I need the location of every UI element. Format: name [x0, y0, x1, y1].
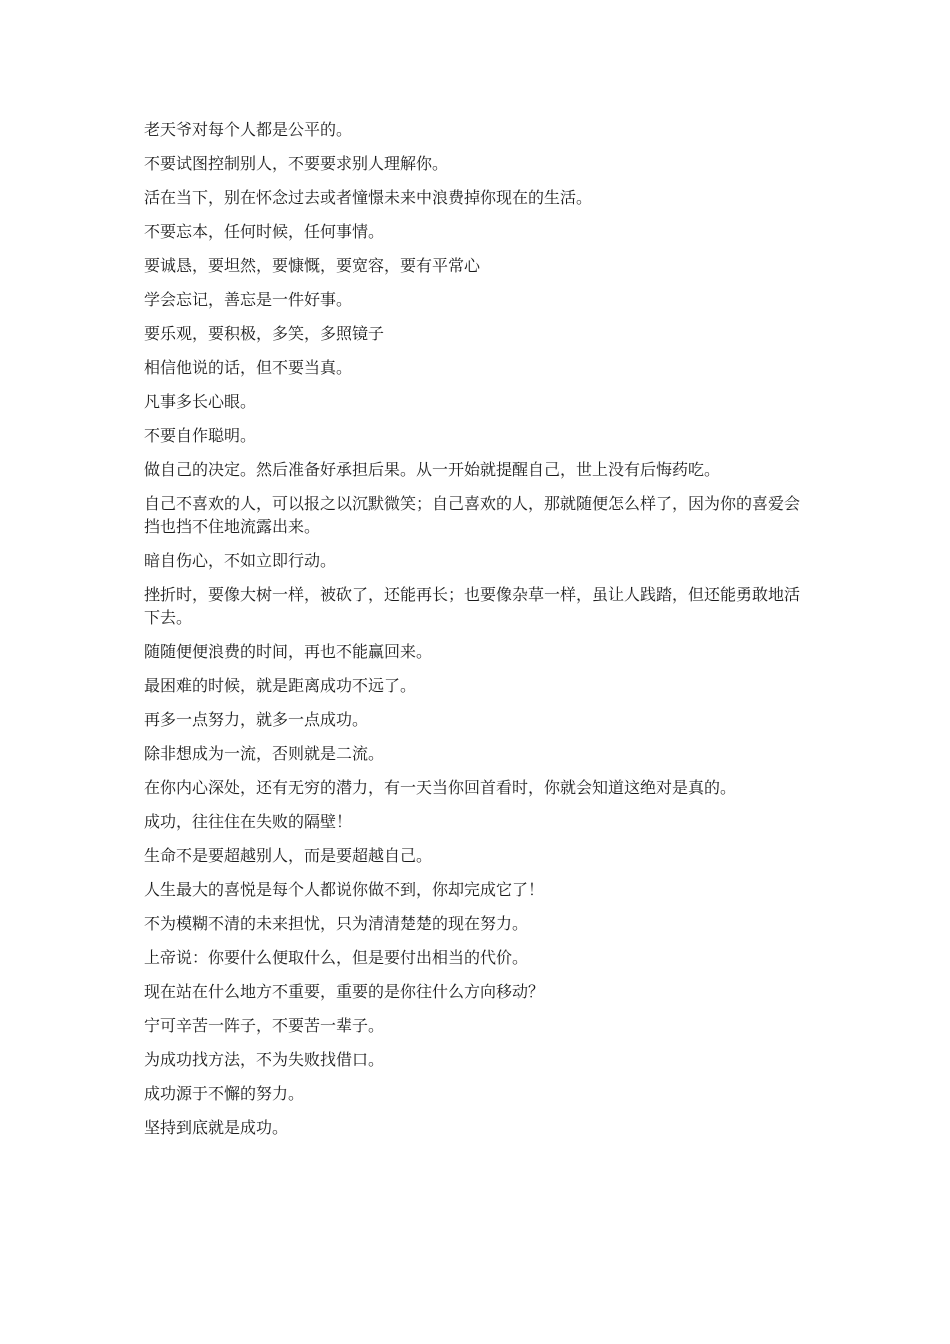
paragraph: 不为模糊不清的未来担忧，只为清清楚楚的现在努力。 [144, 914, 529, 933]
paragraph: 不要试图控制别人，不要要求别人理解你。 [144, 154, 449, 173]
paragraph: 要诚恳，要坦然，要慷慨，要宽容，要有平常心 [144, 256, 481, 275]
paragraph: 不要忘本，任何时候，任何事情。 [144, 222, 385, 241]
paragraph: 做自己的决定。然后准备好承担后果。从一开始就提醒自己，世上没有后悔药吃。 [144, 460, 721, 479]
paragraph: 上帝说：你要什么便取什么，但是要付出相当的代价。 [144, 948, 529, 967]
paragraph: 成功源于不懈的努力。 [144, 1084, 305, 1103]
paragraph: 再多一点努力，就多一点成功。 [144, 710, 369, 729]
paragraph: 凡事多长心眼。 [144, 392, 257, 411]
paragraph: 老天爷对每个人都是公平的。 [144, 120, 353, 139]
paragraph: 活在当下，别在怀念过去或者憧憬未来中浪费掉你现在的生活。 [144, 188, 593, 207]
document-body [144, 118, 814, 1150]
paragraph: 在你内心深处，还有无穷的潜力，有一天当你回首看时，你就会知道这绝对是真的。 [144, 778, 737, 797]
paragraph: 坚持到底就是成功。 [144, 1118, 289, 1137]
paragraph: 不要自作聪明。 [144, 426, 257, 445]
paragraph: 成功，往往住在失败的隔壁！ [144, 812, 353, 831]
paragraph: 随随便便浪费的时间，再也不能赢回来。 [144, 642, 433, 661]
paragraph: 暗自伤心，不如立即行动。 [144, 551, 337, 570]
paragraph: 除非想成为一流，否则就是二流。 [144, 744, 385, 763]
paragraph: 相信他说的话，但不要当真。 [144, 358, 353, 377]
paragraph: 现在站在什么地方不重要，重要的是你往什么方向移动？ [144, 982, 545, 1001]
paragraph: 宁可辛苦一阵子，不要苦一辈子。 [144, 1016, 385, 1035]
paragraph: 为成功找方法，不为失败找借口。 [144, 1050, 385, 1069]
paragraph: 要乐观，要积极，多笑，多照镜子 [144, 324, 385, 343]
paragraph: 自己不喜欢的人，可以报之以沉默微笑；自己喜欢的人，那就随便怎么样了，因为你的喜爱会挡也挡不住地流露出来。 [144, 494, 801, 536]
paragraph: 生命不是要超越别人，而是要超越自己。 [144, 846, 433, 865]
paragraph: 人生最大的喜悦是每个人都说你做不到，你却完成它了！ [144, 880, 545, 899]
paragraph: 最困难的时候，就是距离成功不远了。 [144, 676, 417, 695]
paragraph: 挫折时，要像大树一样，被砍了，还能再长；也要像杂草一样，虽让人践踏，但还能勇敢地活下去。 [144, 585, 801, 627]
paragraph: 学会忘记，善忘是一件好事。 [144, 290, 353, 309]
